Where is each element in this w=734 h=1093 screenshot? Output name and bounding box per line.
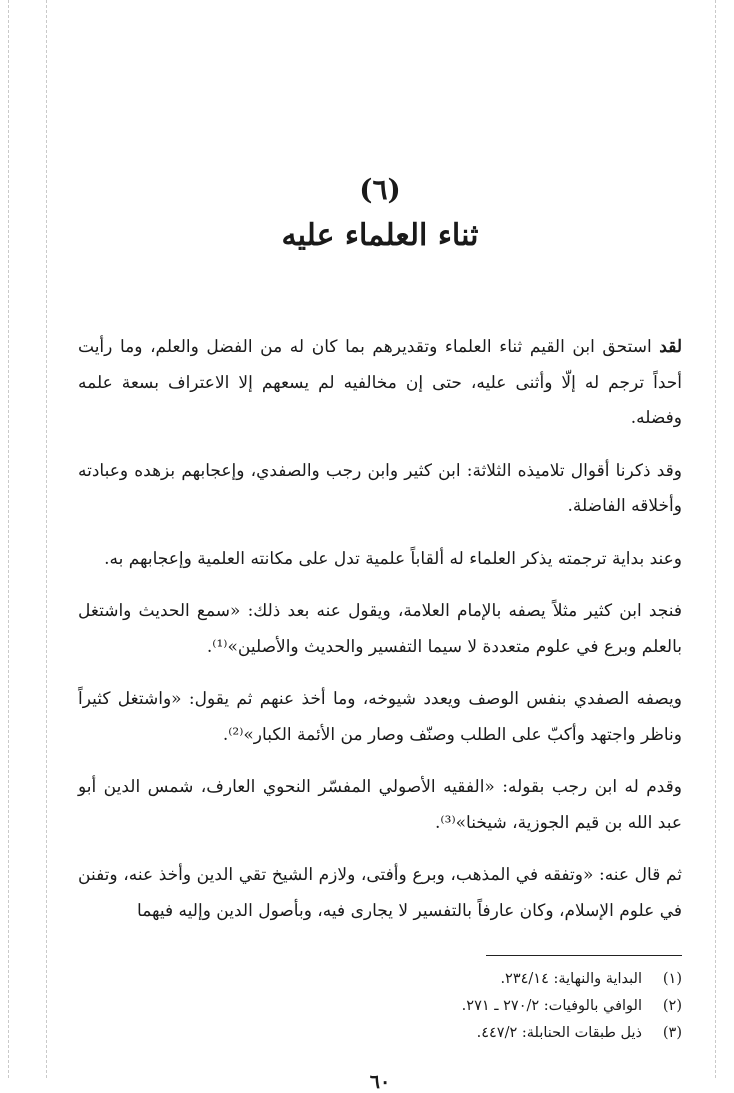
paragraph-text: وقد ذكرنا أقوال تلاميذه الثلاثة: ابن كثير وابن رجب والصفدي، وإعجابهم بزهده وعبادته وأخلاقه الفاضلة. [78, 460, 682, 516]
footnote [78, 993, 682, 1020]
paragraph-text: وعند بداية ترجمته يذكر العلماء له ألقاباً علمية تدل على مكانته العلمية وإعجابهم به. [104, 548, 682, 569]
footnote-number: (٢) [662, 998, 682, 1014]
footnote-number: (٣) [662, 1025, 682, 1041]
paragraph [78, 594, 682, 665]
paragraph-text: وقدم له ابن رجب بقوله: «الفقيه الأصولي المفسّر النحوي العارف، شمس الدين أبو عبد الله بن قيم الجوزية، شيخنا»⁽³⁾. [78, 777, 682, 833]
footnote [78, 1020, 682, 1047]
paragraph [78, 454, 682, 525]
paragraph-lead-word: لقد [659, 337, 682, 357]
paragraph-text: ثم قال عنه: «وتفقه في المذهب، وبرع وأفتى، ولازم الشيخ تقي الدين وأخذ عنه، وتفنن في علوم الإسلام، وكان عارفاً بالتفسير لا يجارى فيه، وبأصول الدين وإليه فيهما [78, 865, 682, 921]
body-text [78, 330, 682, 929]
footnote-text: البداية والنهاية: ٢٣٤/١٤. [500, 971, 642, 987]
paragraph [78, 330, 682, 437]
footnote [78, 966, 682, 993]
scan-guide-line [46, 0, 47, 1078]
chapter-number: (٦) [359, 173, 401, 206]
scan-guide-line [715, 0, 716, 1078]
paragraph [78, 858, 682, 929]
footnote-number: (١) [662, 971, 682, 987]
book-page [78, 170, 682, 1093]
chapter-title: ثناء العلماء عليه [281, 218, 479, 253]
paragraph-text: استحق ابن القيم ثناء العلماء وتقديرهم بما كان له من الفضل والعلم، وما رأيت أحداً ترجم له إلّا وأثنى عليه، حتى إن مخالفيه لم يسعهم إلا الاعتراف بسعة علمه وفضله. [78, 337, 682, 428]
footnotes-list [78, 966, 682, 1047]
paragraph-text: فنجد ابن كثير مثلاً يصفه بالإمام العلامة، ويقول عنه بعد ذلك: «سمع الحديث واشتغل بالعلم وبرع في علوم متعددة لا سيما التفسير والحديث والأصلين»⁽¹⁾. [78, 601, 682, 657]
page-number: ٦٠ [369, 1071, 391, 1093]
paragraph [78, 542, 682, 578]
footnote-divider [486, 955, 682, 956]
paragraph-text: ويصفه الصفدي بنفس الوصف ويعدد شيوخه، وما أخذ عنهم ثم يقول: «واشتغل كثيراً وناظر واجتهد وأكبّ على الطلب وصنّف وصار من الأئمة الكبار»⁽²⁾. [78, 689, 682, 745]
footnote-text: الوافي بالوفيات: ٢٧٠/٢ ـ ٢٧١. [461, 998, 642, 1014]
paragraph [78, 770, 682, 841]
scan-guide-line [8, 0, 9, 1078]
footnote-text: ذيل طبقات الحنابلة: ٤٤٧/٢. [476, 1025, 642, 1041]
paragraph [78, 682, 682, 753]
